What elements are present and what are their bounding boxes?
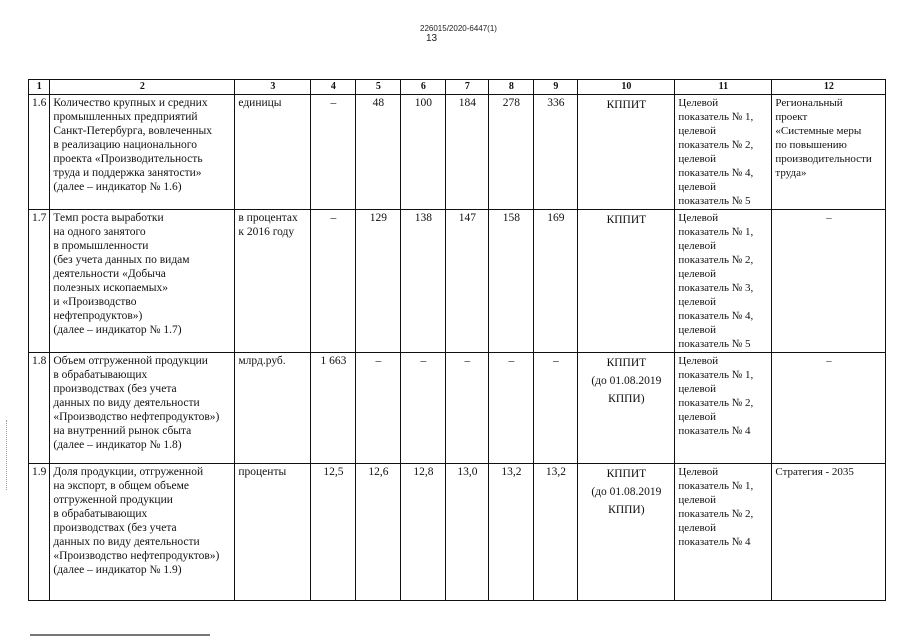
value-cell: 129 bbox=[356, 210, 401, 353]
value-cell: 169 bbox=[534, 210, 578, 353]
table-row bbox=[29, 210, 886, 353]
source-document: – bbox=[772, 210, 886, 353]
value-cell: 336 bbox=[534, 95, 578, 210]
value-cell: 147 bbox=[446, 210, 489, 353]
column-header: 11 bbox=[675, 80, 772, 95]
value-cell: 12,5 bbox=[311, 464, 356, 601]
source-document: Стратегия - 2035 bbox=[772, 464, 886, 601]
value-cell: 13,0 bbox=[446, 464, 489, 601]
column-header: 12 bbox=[772, 80, 886, 95]
indicator-unit: млрд.руб. bbox=[235, 353, 311, 464]
value-cell: – bbox=[446, 353, 489, 464]
column-header: 8 bbox=[489, 80, 534, 95]
indicator-unit: в процентах к 2016 году bbox=[235, 210, 311, 353]
indicator-name: Темп роста выработки на одного занятого в промышленности (без учета данных по видам деятельности «Добыча полезных ископаемых» и «Производство нефтепродуктов») (далее – индикатор № 1.7) bbox=[50, 210, 235, 353]
page-number: 13 bbox=[426, 33, 438, 44]
table-row bbox=[29, 353, 886, 464]
value-cell: – bbox=[489, 353, 534, 464]
column-number-row bbox=[29, 80, 886, 95]
indicator-id: 1.8 bbox=[29, 353, 50, 464]
source-document: – bbox=[772, 353, 886, 464]
document-header bbox=[420, 24, 540, 44]
value-cell: 48 bbox=[356, 95, 401, 210]
indicator-unit: единицы bbox=[235, 95, 311, 210]
column-header: 2 bbox=[50, 80, 235, 95]
column-header: 7 bbox=[446, 80, 489, 95]
value-cell: 138 bbox=[401, 210, 446, 353]
table-row bbox=[29, 464, 886, 601]
indicator-id: 1.6 bbox=[29, 95, 50, 210]
column-header: 3 bbox=[235, 80, 311, 95]
footer-rule bbox=[30, 634, 210, 636]
target-indicators: Целевой показатель № 1, целевой показатель № 2, целевой показатель № 4, целевой показатель № 5 bbox=[675, 95, 772, 210]
value-cell: 184 bbox=[446, 95, 489, 210]
target-indicators: Целевой показатель № 1, целевой показатель № 2, целевой показатель № 3, целевой показатель № 4, целевой показатель № 5 bbox=[675, 210, 772, 353]
value-cell: 13,2 bbox=[489, 464, 534, 601]
indicator-name: Доля продукции, отгруженной на экспорт, в общем объеме отгруженной продукции в обрабатывающих производствах (без учета данных по виду деятельности «Производство нефтепродуктов») (далее – индикатор № 1.9) bbox=[50, 464, 235, 601]
column-header: 5 bbox=[356, 80, 401, 95]
column-header: 6 bbox=[401, 80, 446, 95]
indicator-id: 1.9 bbox=[29, 464, 50, 601]
value-cell: 100 bbox=[401, 95, 446, 210]
table-row bbox=[29, 95, 886, 210]
responsible-body: КППИТ (до 01.08.2019 КППИ) bbox=[578, 353, 675, 464]
column-header: 9 bbox=[534, 80, 578, 95]
scan-artifact bbox=[6, 420, 9, 490]
value-cell: 13,2 bbox=[534, 464, 578, 601]
value-cell: – bbox=[401, 353, 446, 464]
indicator-name: Количество крупных и средних промышленных предприятий Санкт-Петербурга, вовлеченных в реализацию национального проекта «Производительность труда и поддержка занятости» (далее – индикатор № 1.6) bbox=[50, 95, 235, 210]
indicators-table bbox=[28, 79, 886, 601]
value-cell: – bbox=[311, 95, 356, 210]
column-header: 10 bbox=[578, 80, 675, 95]
value-cell: 158 bbox=[489, 210, 534, 353]
indicator-name: Объем отгруженной продукции в обрабатывающих производствах (без учета данных по виду деятельности «Производство нефтепродуктов») на внутренний рынок сбыта (далее – индикатор № 1.8) bbox=[50, 353, 235, 464]
value-cell: 1 663 bbox=[311, 353, 356, 464]
value-cell: – bbox=[534, 353, 578, 464]
document-id: 226015/2020-6447(1) bbox=[420, 24, 497, 33]
value-cell: 12,8 bbox=[401, 464, 446, 601]
source-document: Региональный проект «Системные меры по повышению производительности труда» bbox=[772, 95, 886, 210]
value-cell: 278 bbox=[489, 95, 534, 210]
responsible-body: КППИТ (до 01.08.2019 КППИ) bbox=[578, 464, 675, 601]
value-cell: – bbox=[311, 210, 356, 353]
column-header: 1 bbox=[29, 80, 50, 95]
indicator-unit: проценты bbox=[235, 464, 311, 601]
indicator-id: 1.7 bbox=[29, 210, 50, 353]
responsible-body: КППИТ bbox=[578, 210, 675, 353]
target-indicators: Целевой показатель № 1, целевой показатель № 2, целевой показатель № 4 bbox=[675, 464, 772, 601]
column-header: 4 bbox=[311, 80, 356, 95]
target-indicators: Целевой показатель № 1, целевой показатель № 2, целевой показатель № 4 bbox=[675, 353, 772, 464]
responsible-body: КППИТ bbox=[578, 95, 675, 210]
value-cell: 12,6 bbox=[356, 464, 401, 601]
value-cell: – bbox=[356, 353, 401, 464]
